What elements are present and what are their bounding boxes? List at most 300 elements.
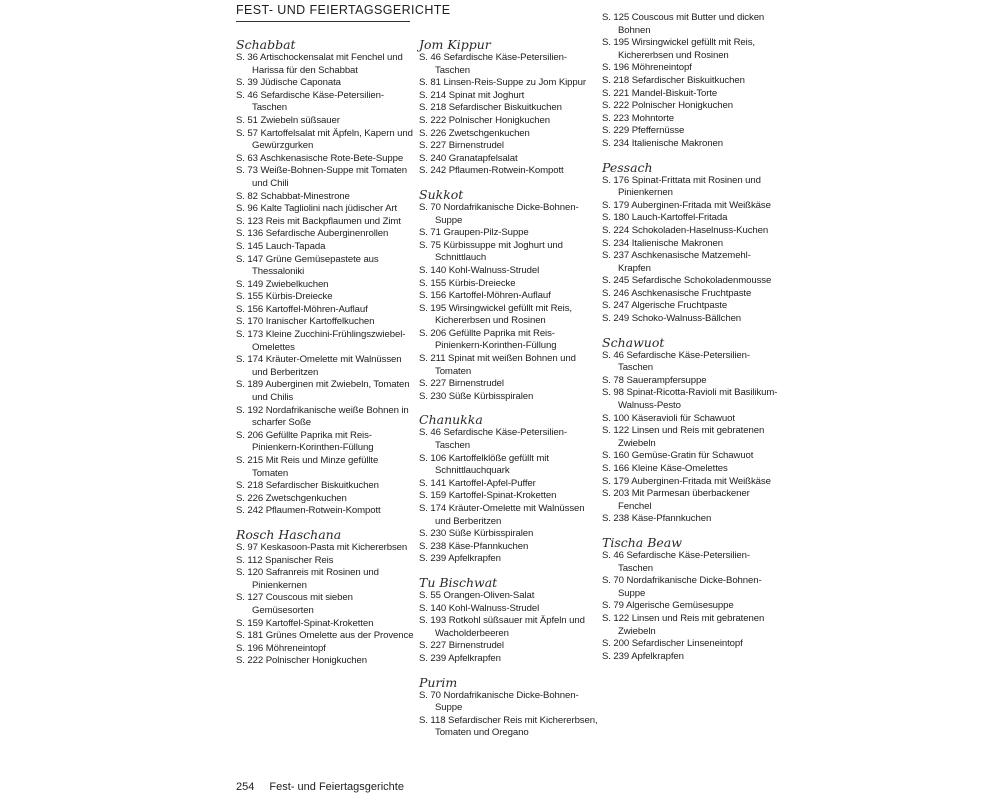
page-reference: S. 181	[236, 630, 264, 642]
recipe-name: Pflaumen-Rotwein-Kompott	[265, 505, 381, 517]
index-entry	[419, 603, 599, 616]
recipe-name: Linsen und Reis mit gebratenen Zwiebeln	[618, 425, 765, 449]
page-reference: S. 176	[602, 174, 630, 186]
index-entry	[419, 490, 599, 503]
page-reference: S. 118	[419, 714, 446, 726]
page-reference: S. 196	[602, 62, 630, 74]
page-reference: S. 224	[602, 224, 630, 236]
recipe-name: Polnischer Honigkuchen	[631, 100, 733, 112]
recipe-name: Kräuter-Omelette mit Walnüssen und Berberitzen	[435, 503, 585, 527]
recipe-name: Aschkenasische Fruchtpaste	[631, 287, 752, 299]
index-entry	[236, 165, 416, 190]
index-entry	[419, 290, 599, 303]
page-reference: S. 98	[602, 387, 624, 399]
index-entry	[236, 405, 416, 430]
section-title: Tu Bischwat	[419, 574, 498, 590]
index-entry	[602, 575, 782, 600]
index-entry	[236, 567, 416, 592]
recipe-name: Italienische Makronen	[631, 237, 723, 249]
recipe-name: Jüdische Caponata	[260, 77, 341, 89]
recipe-name: Sefardischer Biskuitkuchen	[265, 480, 379, 492]
recipe-name: Wirsingwickel gefüllt mit Reis, Kichererbsen und Rosinen	[618, 37, 755, 61]
index-entry	[236, 455, 416, 480]
recipe-name: Nordafrikanische weiße Bohnen in scharfer Soße	[252, 404, 409, 429]
index-entry	[236, 153, 416, 166]
recipe-name: Gefüllte Paprika mit Reis-Pinienkern-Korinthen-Füllung	[252, 429, 374, 454]
recipe-name: Aschkenasische Rote-Bete-Suppe	[259, 152, 404, 164]
recipe-name: Spinat mit weißen Bohnen und Tomaten	[435, 353, 576, 377]
recipe-name: Granatapfelsalat	[448, 152, 518, 164]
page-reference: S. 155	[236, 291, 264, 303]
index-entry	[236, 655, 416, 668]
page-reference: S. 239	[419, 652, 447, 664]
index-entry	[419, 653, 599, 666]
index-entry	[602, 300, 782, 313]
index-entry	[419, 303, 599, 328]
page-reference: S. 237	[602, 250, 630, 262]
recipe-name: Italienische Makronen	[631, 137, 723, 149]
page-reference: S. 70	[602, 575, 624, 587]
page-reference: S. 229	[602, 125, 630, 137]
page-reference: S. 159	[236, 617, 264, 629]
holiday-section	[602, 12, 782, 151]
recipe-name: Sefardische Schokoladenmousse	[631, 275, 772, 287]
recipe-name: Grünes Omelette aus der Provence	[265, 630, 414, 642]
index-entry	[602, 387, 782, 412]
page-reference: S. 140	[419, 602, 447, 614]
recipe-name: Linsen-Reis-Suppe zu Jom Kippur	[443, 77, 586, 89]
page-reference: S. 127	[236, 592, 264, 604]
section-title: Sukkot	[419, 186, 464, 202]
holiday-section	[602, 161, 782, 326]
recipe-name: Käseravioli für Schawuot	[631, 412, 735, 424]
page-reference: S. 46	[602, 549, 624, 561]
recipe-name: Pflaumen-Rotwein-Kompott	[448, 165, 564, 177]
index-entry	[236, 430, 416, 455]
page-reference: S. 222	[236, 655, 264, 667]
holiday-section	[419, 188, 599, 404]
recipe-name: Käse-Pfannkuchen	[631, 513, 712, 525]
index-entry	[419, 528, 599, 541]
page-reference: S. 81	[419, 77, 441, 89]
index-entry	[602, 651, 782, 664]
index-entry	[419, 278, 599, 291]
title-underline	[236, 21, 410, 22]
index-entry	[236, 90, 416, 115]
page-reference: S. 36	[236, 52, 258, 63]
index-entry	[419, 240, 599, 265]
index-column-2	[419, 38, 599, 750]
recipe-name: Nordafrikanische Dicke-Bohnen-Suppe	[435, 201, 579, 226]
page-reference: S. 227	[419, 378, 447, 390]
index-entry	[236, 228, 416, 241]
page-reference: S. 222	[419, 114, 447, 126]
index-entry	[236, 291, 416, 304]
holiday-section	[419, 576, 599, 666]
recipe-name: Auberginen-Fritada mit Weißkäse	[631, 199, 771, 211]
index-entry	[236, 542, 416, 555]
page-reference: S. 223	[602, 112, 630, 124]
recipe-name: Möhreneintopf	[631, 62, 692, 74]
page-reference: S. 239	[602, 650, 630, 662]
recipe-name: Algerische Fruchtpaste	[631, 300, 728, 312]
holiday-section	[419, 38, 599, 178]
page-reference: S. 179	[602, 475, 630, 487]
holiday-section	[419, 413, 599, 566]
page-reference: S. 180	[602, 212, 630, 224]
recipe-name: Zwiebeln süßsauer	[260, 114, 340, 126]
recipe-name: Grüne Gemüsepastete aus Thessaloniki	[252, 253, 379, 278]
recipe-name: Reis mit Backpflaumen und Zimt	[265, 215, 401, 227]
index-entry	[236, 191, 416, 204]
recipe-name: Couscous mit sieben Gemüsesorten	[252, 592, 353, 616]
recipe-name: Lauch-Kartoffel-Fritada	[631, 212, 728, 224]
page-reference: S. 206	[236, 429, 264, 441]
index-entry	[236, 241, 416, 254]
recipe-name: Kalte Tagliolini nach jüdischer Art	[260, 203, 398, 215]
page-reference: S. 149	[236, 278, 264, 290]
index-entry	[236, 493, 416, 506]
index-entry	[419, 427, 599, 452]
recipe-name: Aschkenasische Matzemehl-Krapfen	[618, 250, 751, 274]
page-reference: S. 222	[602, 100, 630, 112]
page-reference: S. 221	[602, 87, 630, 99]
recipe-name: Kartoffel-Möhren-Auflauf	[448, 290, 551, 302]
recipe-name: Couscous mit Butter und dicken Bohnen	[618, 12, 765, 36]
recipe-name: Iranischer Kartoffelkuchen	[265, 316, 375, 328]
index-entry	[602, 125, 782, 138]
index-entry	[602, 488, 782, 513]
index-entry	[236, 630, 416, 643]
section-title: Purim	[419, 674, 458, 690]
recipe-name: Schokoladen-Haselnuss-Kuchen	[631, 224, 769, 236]
index-entry	[236, 77, 416, 90]
index-entry	[602, 88, 782, 101]
page-reference: S. 97	[236, 541, 258, 553]
section-title: Jom Kippur	[419, 37, 491, 52]
index-entry	[602, 12, 782, 37]
recipe-name: Orangen-Oliven-Salat	[443, 589, 535, 601]
holiday-section	[602, 536, 782, 663]
recipe-name: Sauerampfersuppe	[626, 374, 707, 386]
page-reference: S. 230	[419, 390, 447, 402]
recipe-name: Birnenstrudel	[448, 640, 504, 652]
page-reference: S. 242	[419, 165, 447, 177]
index-entry	[419, 503, 599, 528]
section-title: Tischa Beaw	[602, 534, 682, 550]
index-entry	[236, 643, 416, 656]
recipe-name: Birnenstrudel	[448, 378, 504, 390]
recipe-name: Kleine Zucchini-Frühlingszwiebel-Omelettes	[252, 329, 406, 353]
page-reference: S. 245	[602, 275, 630, 287]
index-entry	[602, 212, 782, 225]
page-reference: S. 174	[419, 503, 447, 514]
index-entry	[236, 329, 416, 354]
recipe-name: Spinat-Frittata mit Rosinen und Pinienkernen	[618, 174, 761, 199]
page-reference: S. 73	[236, 165, 258, 177]
section-title: Chanukka	[419, 412, 483, 428]
index-entry	[602, 450, 782, 463]
recipe-name: Zwetschgenkuchen	[448, 127, 530, 139]
page-reference: S. 96	[236, 203, 258, 215]
index-entry	[419, 453, 599, 478]
page-reference: S. 211	[419, 353, 446, 365]
page-reference: S. 156	[419, 290, 447, 302]
index-column-1	[236, 38, 416, 678]
index-entry	[419, 690, 599, 715]
page-reference: S. 120	[236, 567, 264, 579]
page-reference: S. 240	[419, 152, 447, 164]
index-entry	[236, 505, 416, 518]
index-entry	[602, 550, 782, 575]
recipe-name: Mohntorte	[631, 112, 675, 124]
index-entry	[419, 202, 599, 227]
recipe-name: Sefardischer Biskuitkuchen	[448, 102, 562, 114]
index-entry	[419, 378, 599, 391]
page-reference: S. 140	[419, 264, 447, 276]
recipe-name: Birnenstrudel	[448, 140, 504, 152]
recipe-name: Kartoffel-Spinat-Kroketten	[448, 490, 557, 502]
recipe-name: Süße Kürbisspiralen	[448, 528, 534, 540]
page-reference: S. 173	[236, 329, 264, 341]
recipe-name: Pfeffernüsse	[631, 125, 685, 137]
recipe-name: Lauch-Tapada	[265, 240, 326, 252]
page-reference: S. 112	[236, 554, 263, 566]
recipe-name: Sefardische Auberginenrollen	[265, 228, 389, 240]
recipe-name: Sefardischer Biskuitkuchen	[631, 74, 745, 86]
index-entry	[419, 478, 599, 491]
index-entry	[602, 200, 782, 213]
recipe-name: Apfelkrapfen	[448, 652, 501, 664]
page-reference: S. 230	[419, 528, 447, 540]
recipe-name: Zwetschgenkuchen	[265, 492, 347, 504]
page-reference: S. 51	[236, 114, 258, 126]
page-reference: S. 200	[602, 638, 630, 650]
page-reference: S. 46	[419, 427, 441, 439]
page-reference: S. 166	[602, 463, 630, 474]
page-reference: S. 82	[236, 190, 258, 202]
index-entry	[602, 375, 782, 388]
index-entry	[602, 638, 782, 651]
index-column-3	[602, 12, 782, 673]
index-entry	[602, 413, 782, 426]
index-entry	[602, 613, 782, 638]
page-reference: S. 122	[602, 612, 630, 624]
index-entry	[236, 254, 416, 279]
index-entry	[419, 90, 599, 103]
index-entry	[236, 128, 416, 153]
page-reference: S. 234	[602, 137, 630, 149]
index-entry	[236, 618, 416, 631]
index-entry	[602, 225, 782, 238]
recipe-name: Möhreneintopf	[265, 642, 326, 654]
page-reference: S. 57	[236, 127, 258, 139]
index-entry	[419, 102, 599, 115]
index-entry	[236, 203, 416, 216]
page-reference: S. 63	[236, 152, 258, 164]
recipe-name: Wirsingwickel gefüllt mit Reis, Kichererbsen und Rosinen	[435, 302, 572, 327]
index-entry	[602, 175, 782, 200]
index-entry	[419, 391, 599, 404]
page-reference: S. 242	[236, 505, 264, 517]
recipe-name: Zwiebelkuchen	[265, 278, 329, 290]
recipe-name: Schabbat-Minestrone	[260, 190, 350, 202]
recipe-name: Schoko-Walnuss-Bällchen	[631, 313, 742, 325]
page-reference: S. 145	[236, 240, 264, 252]
index-entry	[236, 279, 416, 292]
recipe-name: Kohl-Walnuss-Strudel	[448, 264, 540, 276]
page-reference: S. 206	[419, 327, 447, 339]
page-reference: S. 238	[602, 513, 630, 525]
index-entry	[419, 328, 599, 353]
page-reference: S. 215	[236, 455, 264, 466]
holiday-section	[602, 336, 782, 526]
recipe-name: Auberginen-Fritada mit Weißkäse	[631, 475, 771, 487]
page-reference: S. 136	[236, 228, 264, 240]
recipe-name: Sefardische Käse-Petersilien-Taschen	[618, 349, 750, 374]
index-entry	[419, 153, 599, 166]
recipe-name: Käse-Pfannkuchen	[448, 540, 529, 552]
index-entry	[236, 379, 416, 404]
page-reference: S. 193	[419, 615, 447, 627]
page-reference: S. 141	[419, 477, 447, 489]
page-reference: S. 195	[602, 37, 630, 49]
page-reference: S. 55	[419, 589, 441, 601]
recipe-name: Sefardischer Reis mit Kichererbsen, Tomaten und Oregano	[435, 714, 598, 739]
recipe-name: Kartoffelsalat mit Äpfeln, Kapern und Gewürzgurken	[252, 127, 413, 152]
index-entry	[602, 425, 782, 450]
recipe-name: Linsen und Reis mit gebratenen Zwiebeln	[618, 612, 765, 637]
page-reference: S. 227	[419, 140, 447, 152]
index-entry	[236, 592, 416, 617]
page-reference: S. 79	[602, 600, 624, 612]
index-entry	[419, 52, 599, 77]
recipe-name: Süße Kürbisspiralen	[448, 390, 534, 402]
page-reference: S. 159	[419, 490, 447, 502]
recipe-name: Kürbis-Dreiecke	[448, 277, 516, 289]
page-reference: S. 100	[602, 412, 630, 424]
holiday-section	[419, 676, 599, 740]
recipe-name: Gefüllte Paprika mit Reis-Pinienkern-Korinthen-Füllung	[435, 327, 557, 352]
index-entry	[419, 615, 599, 640]
page-reference: S. 247	[602, 300, 630, 312]
index-entry	[602, 476, 782, 489]
recipe-name: Artischockensalat mit Fenchel und Harissa für den Schabbat	[252, 52, 403, 76]
page-reference: S. 174	[236, 354, 264, 366]
section-title: Rosch Haschana	[236, 526, 342, 542]
index-entry	[236, 216, 416, 229]
recipe-name: Sefardische Käse-Petersilien-Taschen	[435, 427, 567, 452]
page-reference: S. 234	[602, 237, 630, 249]
page-title: FEST- UND FEIERTAGSGERICHTE	[236, 3, 451, 17]
index-entry	[419, 553, 599, 566]
index-entry	[419, 541, 599, 554]
running-title: Fest- und Feiertagsgerichte	[269, 781, 404, 793]
page-reference: S. 238	[419, 540, 447, 552]
index-entry	[602, 513, 782, 526]
recipe-name: Rotkohl süßsauer mit Äpfeln und Wacholderbeeren	[435, 615, 585, 639]
index-entry	[419, 640, 599, 653]
index-entry	[236, 354, 416, 379]
index-entry	[236, 52, 416, 77]
page-reference: S. 160	[602, 450, 630, 462]
page-reference: S. 226	[419, 127, 447, 139]
page-reference: S. 71	[419, 227, 441, 239]
recipe-name: Nordafrikanische Dicke-Bohnen-Suppe	[618, 575, 762, 599]
recipe-name: Algerische Gemüsesuppe	[625, 600, 734, 612]
index-entry	[236, 316, 416, 329]
recipe-name: Sefardische Käse-Petersilien-Taschen	[618, 549, 750, 574]
page-reference: S. 125	[602, 12, 630, 23]
index-entry	[602, 100, 782, 113]
page-reference: S. 70	[419, 689, 441, 701]
index-entry	[602, 463, 782, 476]
page-reference: S. 189	[236, 379, 264, 391]
recipe-name: Apfelkrapfen	[448, 553, 501, 565]
page-number: 254	[236, 781, 255, 793]
index-entry	[602, 250, 782, 275]
recipe-name: Safranreis mit Rosinen und Pinienkernen	[252, 567, 379, 591]
page-reference: S. 227	[419, 640, 447, 652]
page-reference: S. 195	[419, 302, 447, 314]
holiday-section	[236, 528, 416, 668]
page-reference: S. 203	[602, 488, 630, 500]
index-entry	[602, 288, 782, 301]
recipe-name: Kleine Käse-Omelettes	[631, 463, 728, 474]
page-reference: S. 218	[236, 480, 264, 492]
recipe-name: Apfelkrapfen	[631, 650, 684, 662]
recipe-name: Kartoffel-Spinat-Kroketten	[265, 617, 374, 629]
recipe-name: Keskasoon-Pasta mit Kichererbsen	[260, 541, 408, 553]
page-reference: S. 192	[236, 404, 264, 416]
page-reference: S. 214	[419, 89, 447, 101]
index-entry	[419, 77, 599, 90]
recipe-name: Kartoffel-Möhren-Auflauf	[265, 303, 368, 315]
recipe-name: Mandel-Biskuit-Torte	[631, 87, 718, 99]
index-entry	[419, 128, 599, 141]
page-reference: S. 249	[602, 313, 630, 325]
page-reference: S. 46	[602, 349, 624, 361]
recipe-name: Spanischer Reis	[265, 554, 334, 566]
page-reference: S. 39	[236, 77, 258, 89]
index-entry	[236, 480, 416, 493]
page-reference: S. 70	[419, 201, 441, 213]
index-entry	[419, 115, 599, 128]
page-reference: S. 179	[602, 199, 630, 211]
recipe-name: Nordafrikanische Dicke-Bohnen-Suppe	[435, 689, 579, 714]
index-entry	[602, 275, 782, 288]
page-reference: S. 156	[236, 303, 264, 315]
page-reference: S. 246	[602, 287, 630, 299]
index-entry	[602, 313, 782, 326]
index-entry	[602, 62, 782, 75]
page-reference: S. 226	[236, 492, 264, 504]
index-entry	[602, 238, 782, 251]
page-reference: S. 196	[236, 642, 264, 654]
page-reference: S. 122	[602, 425, 630, 437]
page-footer	[236, 781, 404, 793]
section-title: Schawuot	[602, 334, 665, 350]
recipe-name: Polnischer Honigkuchen	[448, 114, 550, 126]
page-reference: S. 218	[419, 102, 447, 114]
page-reference: S. 147	[236, 253, 264, 265]
recipe-name: Kürbissuppe mit Joghurt und Schnittlauch	[435, 239, 563, 264]
index-entry	[602, 138, 782, 151]
page-reference: S. 46	[236, 89, 258, 101]
recipe-name: Kürbis-Dreiecke	[265, 291, 333, 303]
index-entry	[419, 165, 599, 178]
index-entry	[419, 715, 599, 740]
